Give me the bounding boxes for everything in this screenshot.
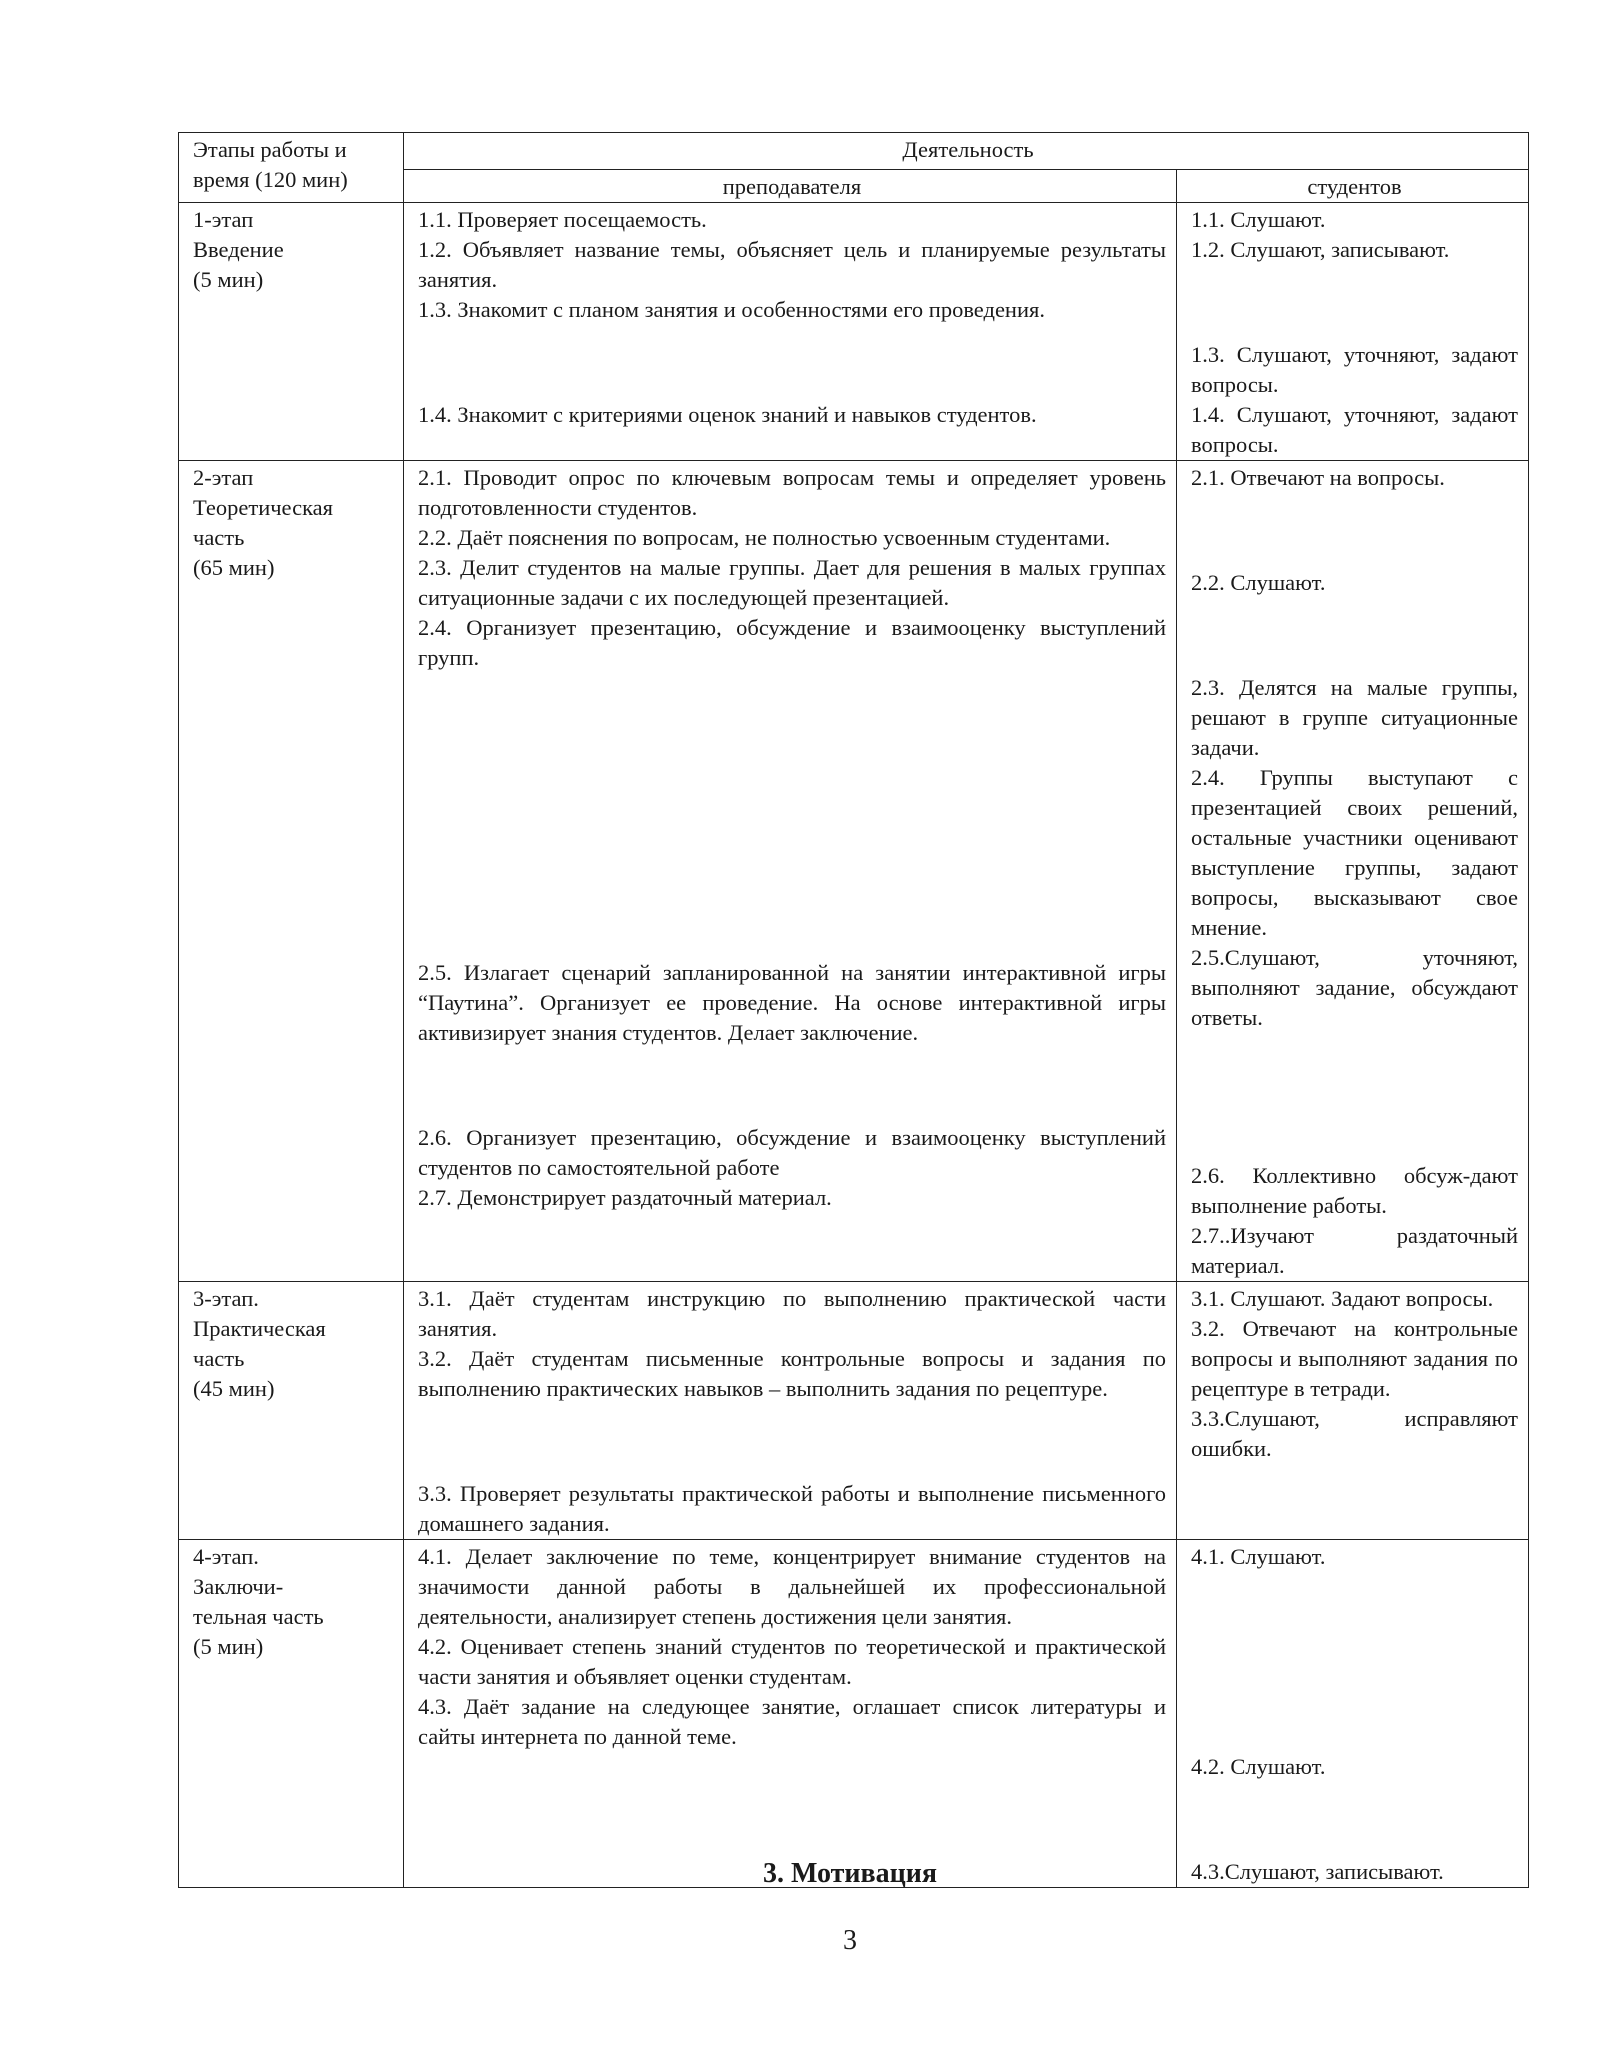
stage-name-line: Введение (193, 237, 284, 262)
students-activity-item: 3.2. Отвечают на контрольные вопросы и выполняют задания по рецептуре в тетради. (1191, 1315, 1519, 1401)
blank-line (1191, 516, 1518, 546)
students-activity-item: 2.4. Группы выступают с презентацией своих решений, остальные участники оценивают выступление группы, задают вопросы, высказывают свое мнение. (1191, 765, 1519, 940)
students-activity-item: 2.3. Делятся на малые группы, решают в группе ситуационные задачи. (1191, 675, 1519, 760)
students-activity-item: 3.3.Слушают, исправляют ошибки. (1191, 1405, 1519, 1461)
students-activity-item: 4.3.Слушают, записывают. (1191, 1858, 1444, 1884)
blank-line (418, 348, 1166, 378)
stage-column-header: Этапы работы и время (120 мин) (179, 133, 404, 203)
stage-name-line: 3-этап. (193, 1285, 259, 1311)
table-header-row (179, 133, 1529, 170)
blank-line (1191, 1594, 1518, 1624)
stage-name-line: (5 мин) (193, 267, 264, 292)
blank-line (418, 1071, 1166, 1101)
stage-name-line: 1-этап (193, 207, 254, 232)
stage-name-cell (179, 461, 404, 1282)
teacher-activity-cell (404, 461, 1177, 1282)
teacher-activity-item: 2.1. Проводит опрос по ключевым вопросам темы и определяет уровень подготовленности студентов. (418, 465, 1166, 520)
table-row-stage-3 (179, 1281, 1529, 1539)
teacher-activity-item: 1.1. Проверяет посещаемость. (418, 207, 707, 232)
students-activity-cell (1177, 203, 1529, 461)
students-activity-item: 3.1. Слушают. Задают вопросы. (1191, 1285, 1494, 1311)
table-row-stage-4 (179, 1539, 1529, 1887)
activity-header: Деятельность (404, 133, 1529, 170)
students-activity-item: 1.1. Слушают. (1191, 207, 1326, 232)
students-activity-item: 2.6. Коллективно обсуж-дают выполнение работы. (1191, 1162, 1519, 1218)
teacher-activity-item: 2.7. Демонстрирует раздаточный материал. (418, 1185, 832, 1210)
students-activity-item: 2.1. Отвечают на вопросы. (1191, 465, 1445, 490)
students-activity-cell (1177, 461, 1529, 1282)
blank-line (418, 853, 1166, 883)
students-activity-cell (1177, 1281, 1529, 1539)
stage-name-line: Теоретическая (193, 495, 334, 520)
teacher-activity-item: 2.3. Делит студентов на малые группы. Дает для решения в малых группах ситуационные задачи с их последующей презентацией. (418, 555, 1166, 610)
stage-name-line: (5 мин) (193, 1633, 264, 1659)
students-activity-item: 4.1. Слушают. (1191, 1543, 1326, 1569)
blank-line (1191, 1804, 1518, 1834)
students-activity-item: 1.3. Слушают, уточняют, задают вопросы. (1191, 342, 1519, 397)
blank-line (418, 1426, 1166, 1456)
students-activity-item: 4.2. Слушают. (1191, 1753, 1326, 1779)
stage-name-cell (179, 203, 404, 461)
stage-name-line: часть (193, 525, 245, 550)
teacher-activity-item: 3.1. Даёт студентам инструкцию по выполнению практической части занятия. (418, 1285, 1166, 1341)
students-column-header: студентов (1177, 170, 1529, 203)
stage-name-cell (179, 1281, 404, 1539)
stage-name-cell (179, 1539, 404, 1887)
blank-line (418, 801, 1166, 831)
students-activity-item: 2.5.Слушают, уточняют, выполняют задание, обсуждают ответы. (1191, 945, 1519, 1030)
students-activity-item: 2.7..Изучают раздаточный материал. (1191, 1222, 1519, 1278)
teacher-activity-item: 4.2. Оценивает степень знаний студентов по теоретической и практической части занятия и объявляет оценки студентам. (418, 1633, 1166, 1689)
section-heading: 3. Мотивация (762, 1858, 938, 1889)
teacher-activity-cell (404, 203, 1177, 461)
teacher-activity-item: 2.5. Излагает сценарий запланированной на занятии интерактивной игры “Паутина”. Организует ее проведение. На основе интерактивной игры активизирует знания студентов. Делает заключение. (418, 960, 1166, 1045)
teacher-activity-item: 1.3. Знакомит с планом занятия и особенностями его проведения. (418, 297, 1045, 322)
teacher-activity-item: 1.2. Объявляет название темы, объясняет цель и планируемые результаты занятия. (418, 237, 1166, 292)
page-number: 3 (843, 1925, 857, 1956)
stage-name-line: (45 мин) (193, 1375, 275, 1401)
blank-line (1191, 1699, 1518, 1729)
table-row-stage-2 (179, 461, 1529, 1282)
blank-line (1191, 288, 1518, 318)
stage-name-line: Заключи- (193, 1573, 284, 1599)
teacher-activity-item: 3.2. Даёт студентам письменные контрольные вопросы и задания по выполнению практических навыков – выполнить задания по рецептуре. (418, 1345, 1166, 1401)
teacher-activity-item: 1.4. Знакомит с критериями оценок знаний и навыков студентов. (418, 402, 1037, 427)
stage-name-line: 2-этап (193, 465, 254, 490)
stage-name-line: Практическая (193, 1315, 326, 1341)
students-activity-item: 2.2. Слушают. (1191, 570, 1326, 595)
students-activity-cell (1177, 1539, 1529, 1887)
teacher-activity-item: 4.3. Даёт задание на следующее занятие, оглашает список литературы и сайты интернета по данной теме. (418, 1693, 1166, 1749)
blank-line (1191, 1647, 1518, 1677)
stage-name-line: 4-этап. (193, 1543, 259, 1569)
table-row-stage-1 (179, 203, 1529, 461)
teacher-activity-item: 3.3. Проверяет результаты практической работы и выполнение письменного домашнего задания. (418, 1480, 1166, 1536)
teacher-activity-item: 2.2. Даёт пояснения по вопросам, не полностью усвоенным студентами. (418, 525, 1111, 550)
students-activity-item: 1.4. Слушают, уточняют, задают вопросы. (1191, 402, 1519, 457)
teacher-activity-item: 4.1. Делает заключение по теме, концентрирует внимание студентов на значимости данной работы в дальнейшей их профессиональной деятельности, анализирует степень достижения цели занятия. (418, 1543, 1166, 1629)
teacher-activity-item: 2.6. Организует презентацию, обсуждение и взаимооценку выступлений студентов по самостоятельной работе (418, 1125, 1166, 1180)
stage-name-line: тельная часть (193, 1603, 324, 1629)
teacher-activity-cell (404, 1281, 1177, 1539)
blank-line (418, 748, 1166, 778)
stage-name-line: часть (193, 1345, 245, 1371)
blank-line (1191, 1056, 1518, 1086)
stage-name-line: (65 мин) (193, 555, 275, 580)
blank-line (1191, 1108, 1518, 1138)
lesson-plan-table (178, 132, 1529, 1888)
teacher-activity-item: 2.4. Организует презентацию, обсуждение и взаимооценку выступлений групп. (418, 615, 1166, 670)
teacher-activity-cell (404, 1539, 1177, 1887)
blank-line (418, 696, 1166, 726)
blank-line (418, 906, 1166, 936)
blank-line (1191, 621, 1518, 651)
students-activity-item: 1.2. Слушают, записывают. (1191, 237, 1450, 262)
teacher-column-header: преподавателя (404, 170, 1177, 203)
